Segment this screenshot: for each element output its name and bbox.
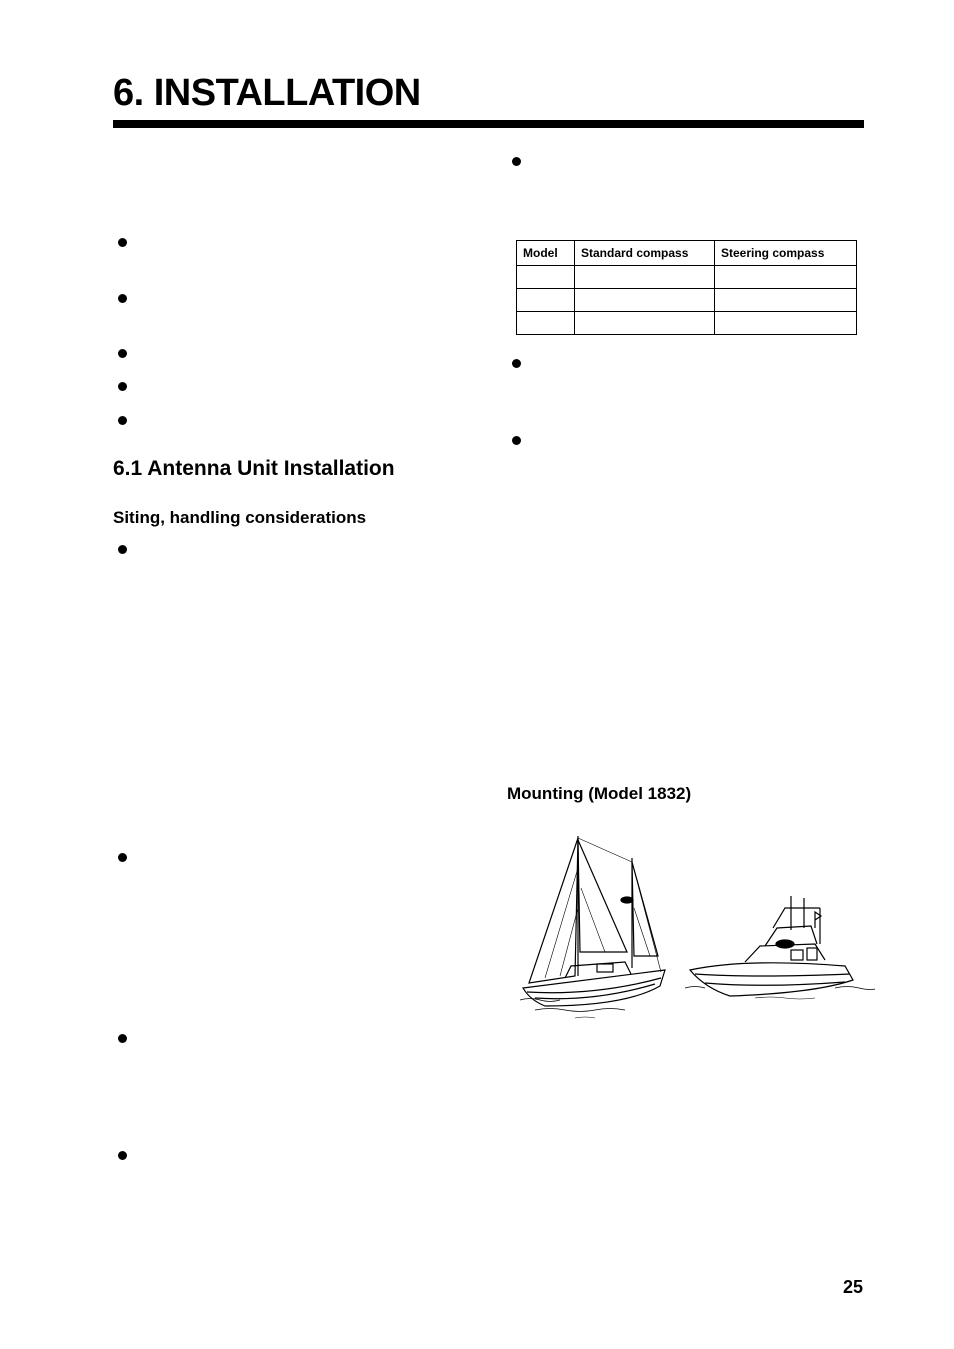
- table-cell: [517, 266, 575, 289]
- bullet-r1: [512, 157, 521, 166]
- bullet-7: [118, 853, 127, 862]
- table-row: [517, 266, 857, 289]
- page-title: 6. INSTALLATION: [113, 72, 421, 114]
- table-cell: [575, 312, 715, 335]
- boats-illustration: [515, 828, 875, 1023]
- bullet-1: [118, 238, 127, 247]
- bullet-8: [118, 1034, 127, 1043]
- bullet-r3: [512, 436, 521, 445]
- siting-subheading: Siting, handling considerations: [113, 508, 367, 527]
- bullet-5: [118, 416, 127, 425]
- table-cell: [715, 312, 857, 335]
- table-cell: [517, 289, 575, 312]
- section-heading: 6.1 Antenna Unit Installation: [113, 457, 395, 480]
- table-cell: [715, 266, 857, 289]
- header-steering-compass: Steering compass: [715, 241, 857, 266]
- sailboat-icon: [520, 836, 665, 1018]
- bullet-4: [118, 382, 127, 391]
- bullet-9: [118, 1151, 127, 1160]
- table-cell: [715, 289, 857, 312]
- table-cell: [575, 289, 715, 312]
- motorboat-icon: [685, 896, 875, 999]
- bullet-3: [118, 349, 127, 358]
- mounting-subheading: Mounting (Model 1832): [507, 784, 692, 803]
- bullet-r2: [512, 359, 521, 368]
- page-number: 25: [842, 1277, 863, 1297]
- table-cell: [575, 266, 715, 289]
- title-rule: [113, 120, 864, 128]
- table-header-row: [517, 241, 857, 266]
- bullet-2: [118, 294, 127, 303]
- header-standard-compass: Standard compass: [575, 241, 715, 266]
- table-cell: [517, 312, 575, 335]
- header-model: Model: [517, 241, 575, 266]
- table-row: [517, 312, 857, 335]
- bullet-6: [118, 545, 127, 554]
- compass-safe-distance-table: [516, 240, 857, 335]
- table-row: [517, 289, 857, 312]
